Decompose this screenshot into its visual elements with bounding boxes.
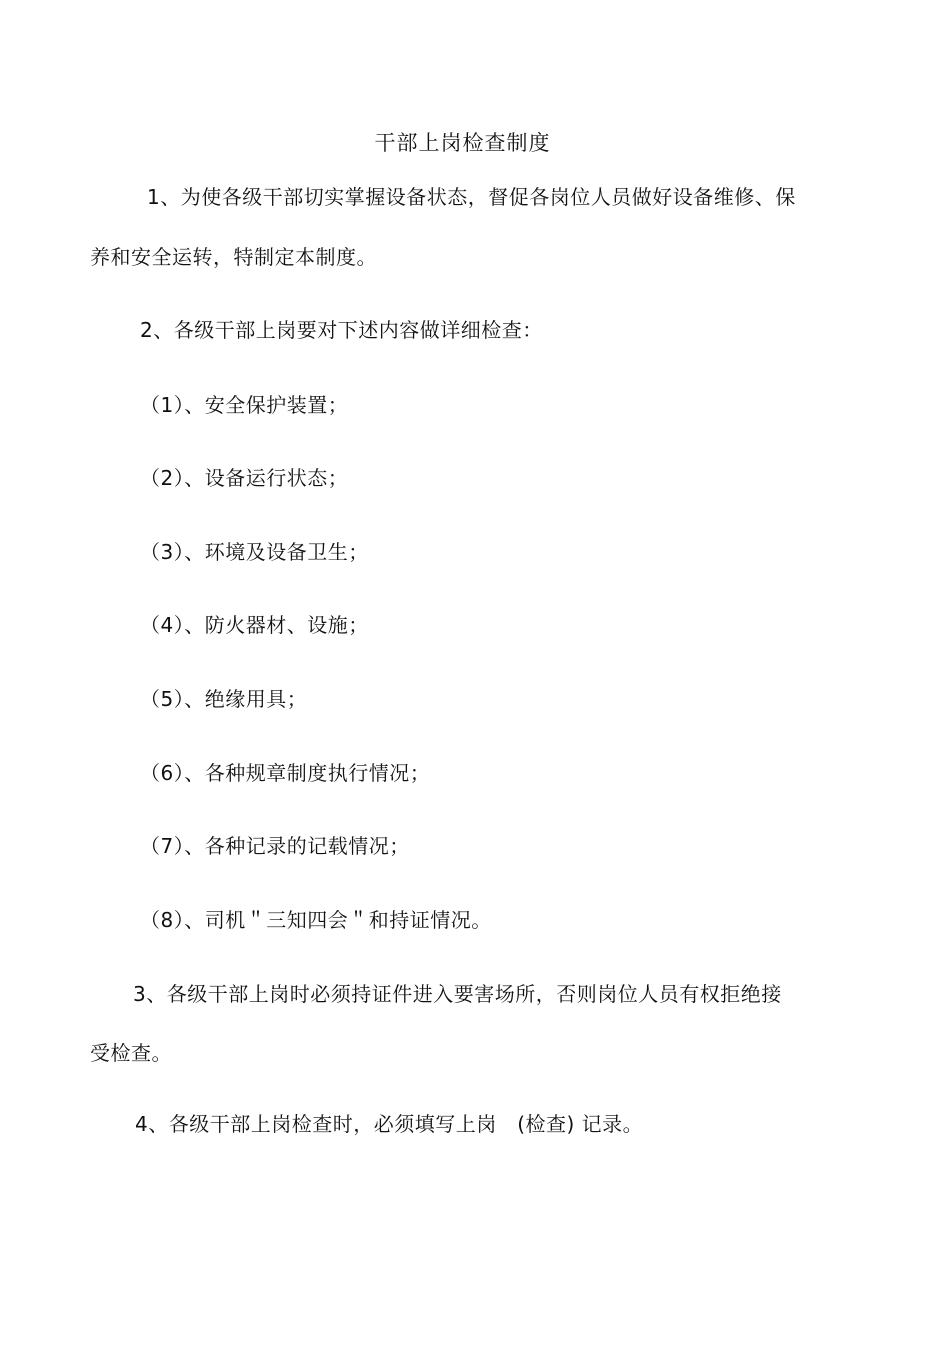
paragraph-3-line-1: 3、各级干部上岗时必须持证件进入要害场所，否则岗位人员有权拒绝接 bbox=[133, 982, 782, 1006]
paragraph-1-line-2: 养和安全运转，特制定本制度。 bbox=[90, 245, 377, 269]
paragraph-2: 2、各级干部上岗要对下述内容做详细检查： bbox=[140, 318, 543, 342]
paragraph-1-line-1: 1、为使各级干部切实掌握设备状态，督促各岗位人员做好设备维修、保 bbox=[147, 185, 796, 209]
list-item: （2）、设备运行状态； bbox=[140, 466, 349, 490]
list-item: （7）、各种记录的记载情况； bbox=[140, 834, 410, 858]
paragraph-3-line-2: 受检查。 bbox=[90, 1041, 172, 1065]
list-item: （4）、防火器材、设施； bbox=[140, 613, 369, 637]
list-item: （8）、司机＂三知四会＂和持证情况。 bbox=[140, 908, 492, 932]
list-item: （5）、绝缘用具； bbox=[140, 687, 308, 711]
list-item: （3）、环境及设备卫生； bbox=[140, 540, 369, 564]
paragraph-4: 4、各级干部上岗检查时，必须填写上岗 (检查) 记录。 bbox=[135, 1112, 644, 1136]
list-item: （1）、安全保护装置； bbox=[140, 393, 349, 417]
document-title: 干部上岗检查制度 bbox=[374, 131, 551, 155]
list-item: （6）、各种规章制度执行情况； bbox=[140, 761, 431, 785]
